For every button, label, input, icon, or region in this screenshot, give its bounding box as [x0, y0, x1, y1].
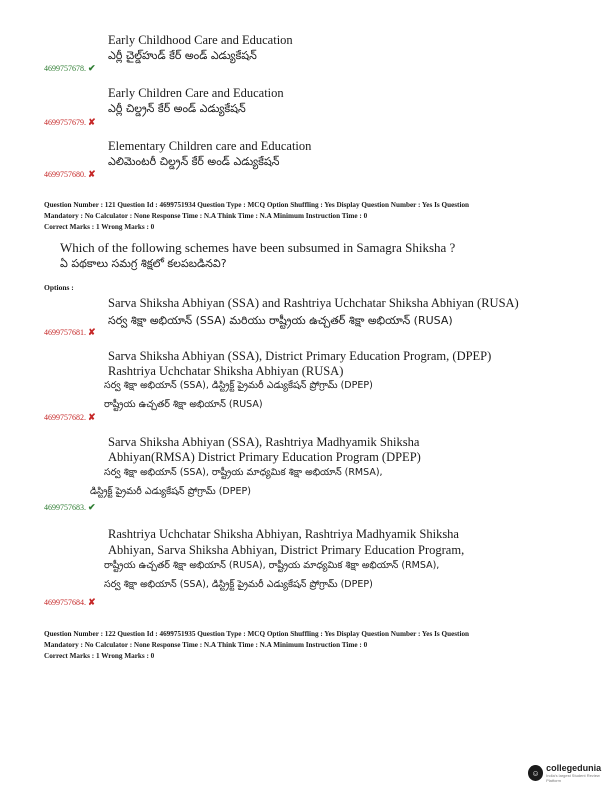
option-id-row — [44, 112, 96, 130]
option-id-row — [44, 407, 96, 425]
option-id: 4699757679. — [44, 118, 86, 127]
option-text-te: సర్వ శిక్షా అభియాన్ (SSA), రాష్ట్రీయ మాధ్యమిక శిక్షా అభియాన్ (RMSA), — [104, 467, 383, 478]
question-marks: Correct Marks : 1 Wrong Marks : 0 — [44, 223, 155, 231]
option-text-en: Early Children Care and Education — [108, 86, 284, 100]
wrong-cross-icon: ✘ — [88, 117, 96, 127]
question-text-en: Which of the following schemes have been subsumed in Samagra Shiksha ? — [60, 240, 456, 255]
wrong-cross-icon: ✘ — [88, 597, 96, 607]
question-meta-line: Question Number : 121 Question Id : 4699751934 Question Type : MCQ Option Shuffling : Yes Display Question Number : Yes Is Question — [44, 201, 470, 209]
option-text-te: సర్వ శిక్షా అభియాన్ (SSA), డిస్ట్రిక్ట్ ప్రైమరీ ఎడ్యుకేషన్ ప్రోగ్రామ్ (DPEP) — [104, 579, 373, 590]
option-text-te: ఎలిమెంటరీ చిల్డ్రన్ కేర్ అండ్ ఎడ్యుకేషన్ — [108, 155, 280, 168]
wrong-cross-icon: ✘ — [88, 327, 96, 337]
correct-check-icon: ✔ — [88, 502, 96, 512]
logo-name: collegedunia — [546, 763, 602, 773]
option-id: 4699757681. — [44, 328, 86, 337]
option-id-row — [44, 592, 96, 610]
option-text-en: Sarva Shiksha Abhiyan (SSA) and Rashtriya Uchchatar Shiksha Abhiyan (RUSA) — [108, 296, 519, 310]
option-text-en: Elementary Children care and Education — [108, 139, 312, 153]
option-text-en: Sarva Shiksha Abhiyan (SSA), Rashtriya Madhyamik Shiksha — [108, 435, 420, 449]
option-text-te: సర్వ శిక్షా అభియాన్ (SSA) మరియు రాష్ట్రీయ ఉచ్చతర్ శిక్షా అభియాన్ (RUSA) — [108, 314, 453, 327]
option-text-te: డిస్ట్రిక్ట్ ప్రైమరీ ఎడ్యుకేషన్ ప్రోగ్రామ్ (DPEP) — [90, 486, 251, 497]
correct-check-icon: ✔ — [88, 63, 96, 73]
wrong-cross-icon: ✘ — [88, 412, 96, 422]
question-text-te: ఏ పథకాలు సమగ్ర శిక్షలో కలపబడినవి? — [60, 257, 227, 270]
graduate-face-icon: ☺ — [528, 765, 543, 781]
logo-tagline: India's largest Student Review Platform — [546, 773, 600, 783]
option-text-te: రాష్ట్రీయ ఉచ్చతర్ శిక్షా అభియాన్ (RUSA), రాష్ట్రీయ మాధ్యమిక శిక్షా అభియాన్ (RMSA), — [104, 560, 440, 571]
logo-text-block — [546, 763, 612, 783]
option-text-te: ఎర్లీ చైల్డ్‌హుడ్ కేర్ అండ్ ఎడ్యుకేషన్ — [108, 49, 257, 62]
option-text-te: సర్వ శిక్షా అభియాన్ (SSA), డిస్ట్రిక్ట్ ప్రైమరీ ఎడ్యుకేషన్ ప్రోగ్రామ్ (DPEP) — [104, 380, 373, 391]
option-text-en: Rashtriya Uchchatar Shiksha Abhiyan, Rashtriya Madhyamik Shiksha — [108, 527, 459, 541]
option-id-row — [44, 497, 96, 515]
option-text-en: Abhiyan, Sarva Shiksha Abhiyan, District Primary Education Program, — [108, 543, 465, 557]
option-id: 4699757678. — [44, 64, 86, 73]
option-id-row — [44, 322, 96, 340]
wrong-cross-icon: ✘ — [88, 169, 96, 179]
option-id: 4699757682. — [44, 413, 86, 422]
option-text-en: Rashtriya Uchchatar Shiksha Abhiyan (RUSA) — [108, 364, 344, 378]
question-meta-line: Mandatory : No Calculator : None Response Time : N.A Think Time : N.A Minimum Instruction Time : 0 — [44, 212, 368, 220]
option-id: 4699757680. — [44, 170, 86, 179]
option-id: 4699757684. — [44, 598, 86, 607]
option-id-row — [44, 164, 96, 182]
question-meta-line: Mandatory : No Calculator : None Response Time : N.A Think Time : N.A Minimum Instruction Time : 0 — [44, 641, 368, 649]
option-text-te: రాష్ట్రీయ ఉచ్చతర్ శిక్షా అభియాన్ (RUSA) — [104, 399, 263, 410]
option-text-en: Early Childhood Care and Education — [108, 33, 293, 47]
question-marks: Correct Marks : 1 Wrong Marks : 0 — [44, 652, 155, 660]
option-id-row — [44, 58, 96, 76]
collegedunia-logo — [528, 763, 612, 783]
options-label: Options : — [44, 283, 74, 292]
option-text-en: Sarva Shiksha Abhiyan (SSA), District Primary Education Program, (DPEP) — [108, 349, 492, 363]
option-id: 4699757683. — [44, 503, 86, 512]
question-meta-line: Question Number : 122 Question Id : 4699751935 Question Type : MCQ Option Shuffling : Yes Display Question Number : Yes Is Question — [44, 630, 470, 638]
option-text-en: Abhiyan(RMSA) District Primary Education Program (DPEP) — [108, 450, 421, 464]
option-text-te: ఎర్లీ చిల్డ్రన్ కేర్ అండ్ ఎడ్యుకేషన్ — [108, 102, 246, 115]
